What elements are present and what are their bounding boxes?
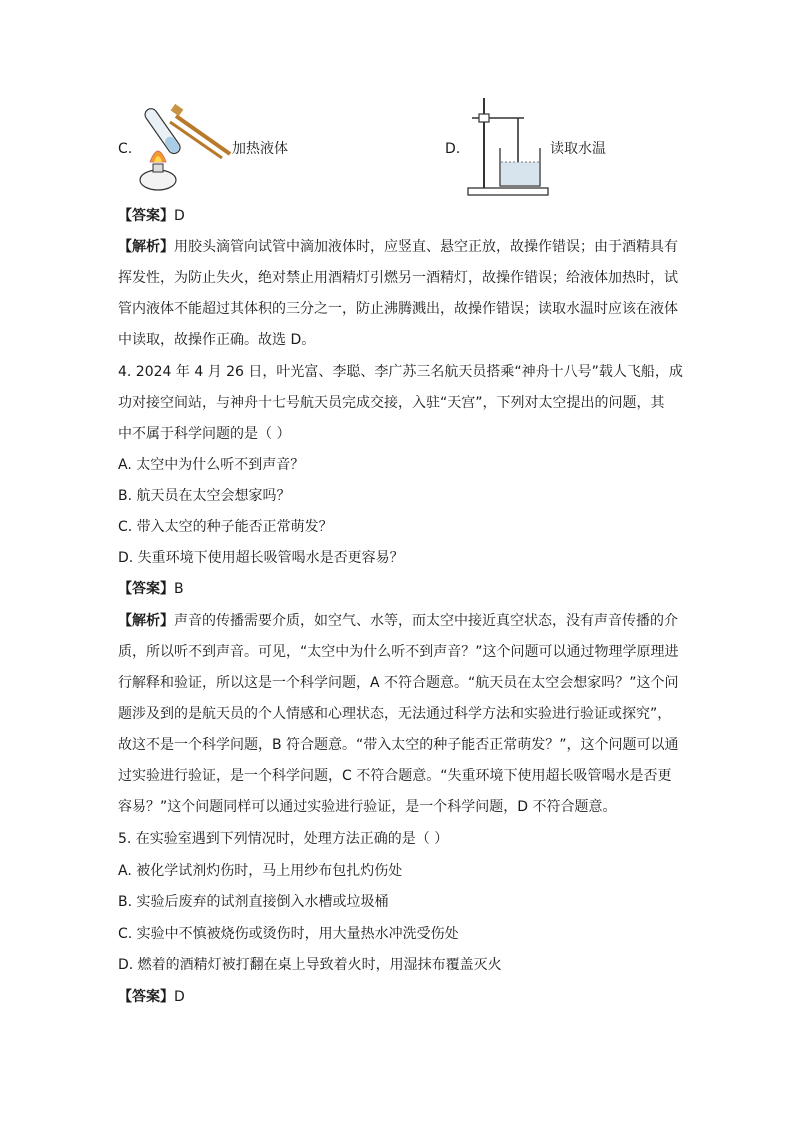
analysis-text: 声音的传播需要介质，如空气、水等，而太空中接近真空状态，没有声音传播的介 [174, 613, 678, 629]
option-c-letter: C. [118, 141, 133, 157]
q4-option-b: B. 航天员在太空会想家吗？ [118, 488, 291, 504]
q4-analysis-line-3: 行解释和验证，所以这是一个科学问题，A 不符合题意。“航天员在太空会想家吗？”这个问 [118, 675, 679, 691]
q5-option-d: D. 燃着的酒精灯被打翻在桌上导致着火时，用湿抹布覆盖灭火 [118, 957, 502, 973]
q5-answer [118, 987, 185, 1007]
q4-analysis-line-5: 故这不是一个科学问题，B 符合题意。“带入太空的种子能否正常萌发？”，这个问题可以通 [118, 737, 679, 753]
q4-analysis-line-4: 题涉及到的是航天员的个人情感和心理状态，无法通过科学方法和实验进行验证或探究”， [118, 706, 672, 722]
q5-stem: 5. 在实验室遇到下列情况时，处理方法正确的是（ ） [118, 831, 449, 847]
q3-analysis-line-4: 中读取，故操作正确。故选 D。 [118, 332, 316, 348]
reading-water-temperature-figure [462, 96, 552, 200]
q5-option-c: C. 实验中不慎被烧伤或烫伤时，用大量热水冲洗受伤处 [118, 926, 459, 942]
q3-analysis-line-1 [118, 237, 678, 257]
answer-value: B [174, 581, 184, 597]
analysis-text: 用胶头滴管向试管中滴加液体时，应竖直、悬空正放，故操作错误；由于酒精具有 [174, 239, 678, 255]
q4-answer [118, 579, 184, 599]
q4-stem-line-1: 4. 2024 年 4 月 26 日，叶光富、李聪、李广苏三名航天员搭乘“神舟十八号”载人飞船，成 [118, 364, 683, 380]
q4-stem-line-2: 功对接空间站，与神舟十七号航天员完成交接，入驻“天宫”，下列对太空提出的问题，其 [118, 395, 665, 411]
q4-option-d: D. 失重环境下使用超长吸管喝水是否更容易？ [118, 550, 404, 566]
q4-analysis-line-6: 过实验进行验证，是一个科学问题，C 不符合题意。“失重环境下使用超长吸管喝水是否更 [118, 768, 672, 784]
analysis-tag: 【解析】 [118, 613, 174, 629]
answer-value: D [174, 989, 185, 1005]
q3-analysis-line-2: 挥发性，为防止失火，绝对禁止用酒精灯引燃另一酒精灯，故操作错误；给液体加热时，试 [118, 270, 678, 286]
answer-tag: 【答案】 [118, 208, 174, 224]
analysis-tag: 【解析】 [118, 239, 174, 255]
q5-option-b: B. 实验后废弃的试剂直接倒入水槽或垃圾桶 [118, 894, 389, 910]
q3-answer [118, 206, 185, 226]
q4-option-a: A. 太空中为什么听不到声音？ [118, 457, 305, 473]
answer-value: D [174, 208, 185, 224]
q4-option-c: C. 带入太空的种子能否正常萌发？ [118, 519, 333, 535]
q5-option-a: A. 被化学试剂灼伤时，马上用纱布包扎灼伤处 [118, 863, 403, 879]
q4-analysis-line-2: 质，所以听不到声音。可见，“太空中为什么听不到声音？”这个问题可以通过物理学原理进 [118, 644, 679, 660]
q4-analysis-line-7: 容易？”这个问题同样可以通过实验进行验证，是一个科学问题，D 不符合题意。 [118, 799, 617, 815]
heating-liquid-figure [136, 96, 232, 196]
answer-tag: 【答案】 [118, 581, 174, 597]
option-d-letter: D. [445, 141, 461, 157]
q4-analysis-line-1 [118, 611, 678, 631]
option-d-caption: 读取水温 [550, 141, 606, 157]
q4-stem-line-3: 中不属于科学问题的是（ ） [118, 426, 291, 442]
q3-analysis-line-3: 管内液体不能超过其体积的三分之一，防止沸腾溅出，故操作错误；读取水温时应该在液体 [118, 301, 678, 317]
answer-tag: 【答案】 [118, 989, 174, 1005]
option-c-caption: 加热液体 [232, 141, 288, 157]
